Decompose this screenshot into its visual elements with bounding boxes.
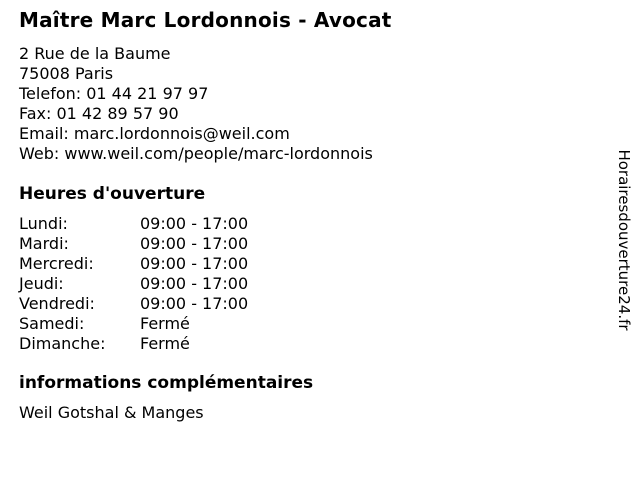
postal-city-line: 75008 Paris — [19, 64, 114, 83]
fax-line: Fax: 01 42 89 57 90 — [19, 104, 179, 123]
hours-row-friday — [19, 294, 600, 314]
hours-value: 09:00 - 17:00 — [140, 234, 249, 253]
email-line: Email: marc.lordonnois@weil.com — [19, 124, 290, 143]
site-watermark-vertical-text: Horairesdouverture24.fr — [615, 149, 633, 331]
page-title: Maître Marc Lordonnois - Avocat — [19, 8, 392, 32]
day-label: Jeudi: — [19, 274, 64, 293]
day-label: Dimanche: — [19, 334, 106, 353]
hours-row-thursday — [19, 274, 600, 294]
hours-value: Fermé — [140, 334, 190, 353]
opening-hours-table — [19, 214, 600, 354]
phone-line: Telefon: 01 44 21 97 97 — [19, 84, 209, 103]
contact-block — [19, 44, 600, 164]
hours-row-tuesday — [19, 234, 600, 254]
hours-row-saturday — [19, 314, 600, 334]
day-label: Vendredi: — [19, 294, 95, 313]
hours-value: 09:00 - 17:00 — [140, 274, 249, 293]
opening-hours-heading: Heures d'ouverture — [19, 184, 206, 204]
day-label: Samedi: — [19, 314, 85, 333]
day-label: Lundi: — [19, 214, 68, 233]
hours-value: 09:00 - 17:00 — [140, 214, 249, 233]
additional-info-text: Weil Gotshal & Manges — [19, 403, 204, 422]
day-label: Mercredi: — [19, 254, 94, 273]
street-address-line: 2 Rue de la Baume — [19, 44, 171, 63]
website-line: Web: www.weil.com/people/marc-lordonnois — [19, 144, 373, 163]
hours-row-sunday — [19, 334, 600, 354]
day-label: Mardi: — [19, 234, 69, 253]
hours-row-wednesday — [19, 254, 600, 274]
hours-value: Fermé — [140, 314, 190, 333]
hours-row-monday — [19, 214, 600, 234]
hours-value: 09:00 - 17:00 — [140, 254, 249, 273]
hours-value: 09:00 - 17:00 — [140, 294, 249, 313]
additional-info-heading: informations complémentaires — [19, 373, 314, 393]
